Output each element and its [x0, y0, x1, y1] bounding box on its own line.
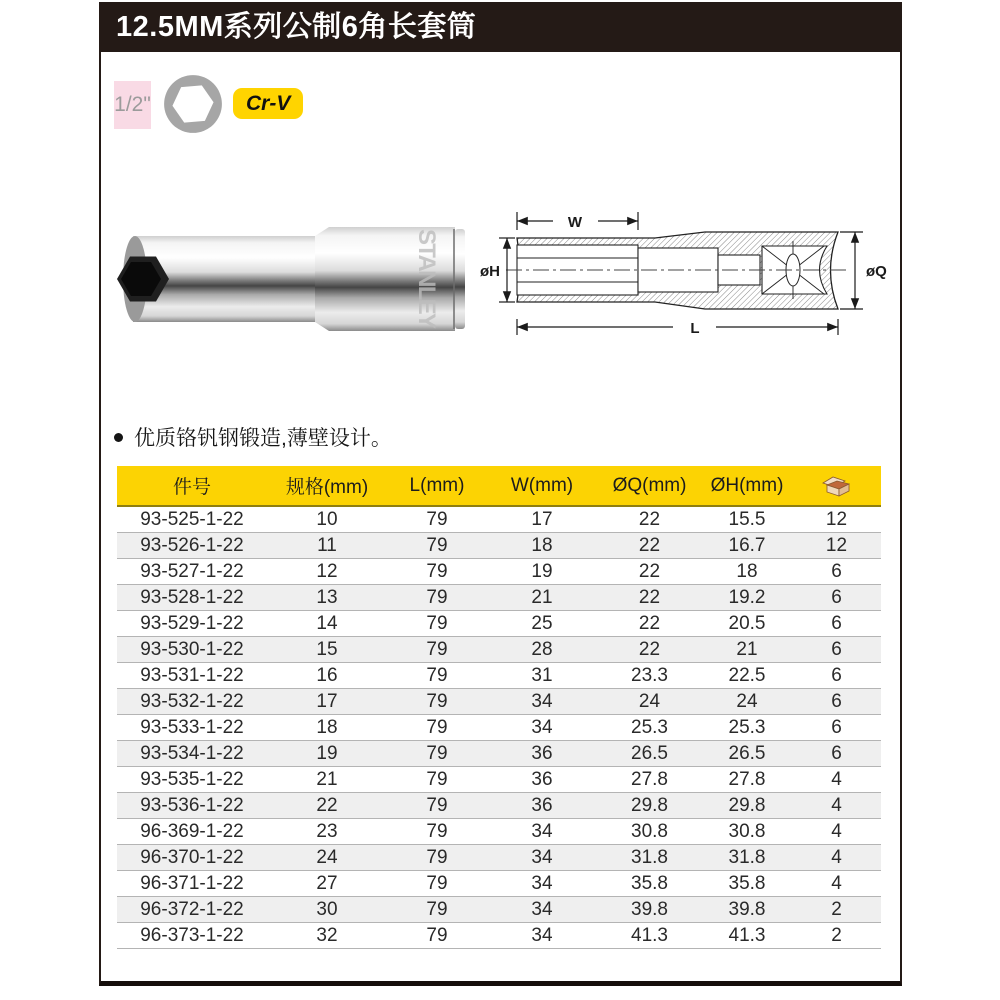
- hex-socket-icon: [161, 72, 225, 136]
- table-cell: 25.3: [597, 715, 702, 741]
- package-box-icon: [822, 474, 852, 498]
- table-cell: 30.8: [702, 819, 792, 845]
- brand-engraving: STANLEY: [413, 229, 440, 329]
- spec-table: [117, 466, 881, 949]
- table-cell: 96-371-1-22: [117, 871, 267, 897]
- table-cell: 15: [267, 637, 387, 663]
- feature-bullet: [114, 422, 392, 452]
- table-cell: 22: [597, 637, 702, 663]
- table-cell: 10: [267, 506, 387, 533]
- table-cell: 79: [387, 559, 487, 585]
- table-cell: 79: [387, 845, 487, 871]
- table-cell: 21: [267, 767, 387, 793]
- table-cell: 22: [597, 559, 702, 585]
- table-cell: 6: [792, 611, 881, 637]
- table-cell: 17: [487, 506, 597, 533]
- table-cell: 29.8: [597, 793, 702, 819]
- table-row: [117, 611, 881, 637]
- table-cell: 79: [387, 767, 487, 793]
- dim-label-w: W: [567, 214, 583, 231]
- dim-label-oh: øH: [480, 263, 500, 280]
- table-cell: 14: [267, 611, 387, 637]
- table-cell: 34: [487, 845, 597, 871]
- table-cell: 79: [387, 611, 487, 637]
- table-cell: 19: [267, 741, 387, 767]
- table-cell: 27.8: [702, 767, 792, 793]
- table-cell: 18: [487, 533, 597, 559]
- table-cell: 6: [792, 585, 881, 611]
- table-cell: 26.5: [597, 741, 702, 767]
- table-cell: 34: [487, 715, 597, 741]
- spec-table-header: [117, 466, 881, 506]
- table-row: [117, 585, 881, 611]
- table-cell: 13: [267, 585, 387, 611]
- table-cell: 96-372-1-22: [117, 897, 267, 923]
- table-row: [117, 533, 881, 559]
- table-cell: 34: [487, 689, 597, 715]
- table-cell: 6: [792, 689, 881, 715]
- table-cell: 31.8: [597, 845, 702, 871]
- table-cell: 31.8: [702, 845, 792, 871]
- table-cell: 19: [487, 559, 597, 585]
- table-cell: 6: [792, 637, 881, 663]
- dimension-diagram: [478, 194, 898, 346]
- section-title-bar: [99, 2, 902, 52]
- table-cell: 93-534-1-22: [117, 741, 267, 767]
- table-row: [117, 663, 881, 689]
- table-cell: 4: [792, 767, 881, 793]
- crv-badge: [233, 88, 303, 119]
- table-cell: 24: [597, 689, 702, 715]
- table-cell: 27: [267, 871, 387, 897]
- table-cell: 93-536-1-22: [117, 793, 267, 819]
- table-cell: 18: [267, 715, 387, 741]
- drive-size-label: 1/2": [114, 93, 151, 116]
- table-cell: 29.8: [702, 793, 792, 819]
- table-cell: 16.7: [702, 533, 792, 559]
- table-cell: 17: [267, 689, 387, 715]
- table-row: [117, 637, 881, 663]
- table-cell: 93-533-1-22: [117, 715, 267, 741]
- table-cell: 30: [267, 897, 387, 923]
- table-cell: 96-373-1-22: [117, 923, 267, 949]
- table-cell: 4: [792, 819, 881, 845]
- col-w: W(mm): [487, 466, 597, 506]
- table-cell: 79: [387, 715, 487, 741]
- col-size: 规格(mm): [267, 466, 387, 506]
- table-row: [117, 689, 881, 715]
- table-cell: 18: [702, 559, 792, 585]
- table-cell: 39.8: [702, 897, 792, 923]
- table-cell: 2: [792, 897, 881, 923]
- table-cell: 79: [387, 793, 487, 819]
- table-cell: 21: [702, 637, 792, 663]
- table-cell: 22: [597, 585, 702, 611]
- table-cell: 93-531-1-22: [117, 663, 267, 689]
- table-cell: 12: [267, 559, 387, 585]
- table-row: [117, 767, 881, 793]
- table-cell: 27.8: [597, 767, 702, 793]
- table-cell: 35.8: [597, 871, 702, 897]
- table-cell: 79: [387, 637, 487, 663]
- table-row: [117, 845, 881, 871]
- table-cell: 6: [792, 741, 881, 767]
- table-cell: 23.3: [597, 663, 702, 689]
- table-cell: 22: [597, 611, 702, 637]
- table-cell: 36: [487, 741, 597, 767]
- table-cell: 24: [267, 845, 387, 871]
- table-cell: 93-526-1-22: [117, 533, 267, 559]
- table-row: [117, 819, 881, 845]
- table-cell: 36: [487, 767, 597, 793]
- table-cell: 93-535-1-22: [117, 767, 267, 793]
- table-cell: 15.5: [702, 506, 792, 533]
- table-cell: 79: [387, 689, 487, 715]
- table-row: [117, 506, 881, 533]
- table-cell: 79: [387, 819, 487, 845]
- table-cell: 20.5: [702, 611, 792, 637]
- table-cell: 34: [487, 897, 597, 923]
- table-cell: 41.3: [597, 923, 702, 949]
- table-cell: 25.3: [702, 715, 792, 741]
- table-cell: 93-529-1-22: [117, 611, 267, 637]
- table-cell: 12: [792, 506, 881, 533]
- table-row: [117, 871, 881, 897]
- bullet-dot-icon: [114, 433, 123, 442]
- table-cell: 25: [487, 611, 597, 637]
- table-cell: 79: [387, 923, 487, 949]
- table-cell: 16: [267, 663, 387, 689]
- catalog-page: [99, 2, 902, 986]
- table-cell: 79: [387, 533, 487, 559]
- table-cell: 32: [267, 923, 387, 949]
- table-cell: 79: [387, 871, 487, 897]
- product-photo: [117, 210, 469, 350]
- table-cell: 21: [487, 585, 597, 611]
- table-row: [117, 897, 881, 923]
- table-cell: 34: [487, 819, 597, 845]
- table-cell: 96-370-1-22: [117, 845, 267, 871]
- table-cell: 22: [597, 533, 702, 559]
- table-cell: 26.5: [702, 741, 792, 767]
- table-row: [117, 715, 881, 741]
- table-cell: 34: [487, 923, 597, 949]
- table-cell: 22: [267, 793, 387, 819]
- table-cell: 93-527-1-22: [117, 559, 267, 585]
- feature-text: 优质铬钒钢锻造,薄壁设计。: [134, 427, 392, 450]
- table-cell: 19.2: [702, 585, 792, 611]
- col-length: L(mm): [387, 466, 487, 506]
- col-part-number: 件号: [117, 466, 267, 506]
- table-cell: 12: [792, 533, 881, 559]
- crv-label: Cr-V: [246, 91, 291, 115]
- table-cell: 11: [267, 533, 387, 559]
- table-cell: 93-530-1-22: [117, 637, 267, 663]
- table-cell: 2: [792, 923, 881, 949]
- table-row: [117, 741, 881, 767]
- table-cell: 6: [792, 715, 881, 741]
- table-cell: 93-525-1-22: [117, 506, 267, 533]
- table-cell: 22.5: [702, 663, 792, 689]
- table-cell: 93-532-1-22: [117, 689, 267, 715]
- table-cell: 30.8: [597, 819, 702, 845]
- drive-size-badge: [114, 81, 151, 129]
- spec-table-body: [117, 506, 881, 949]
- table-cell: 4: [792, 871, 881, 897]
- table-cell: 4: [792, 845, 881, 871]
- table-cell: 79: [387, 897, 487, 923]
- dim-label-oq: øQ: [866, 263, 887, 280]
- table-cell: 23: [267, 819, 387, 845]
- table-row: [117, 559, 881, 585]
- table-cell: 4: [792, 793, 881, 819]
- table-cell: 36: [487, 793, 597, 819]
- table-cell: 6: [792, 559, 881, 585]
- col-oq: ØQ(mm): [597, 466, 702, 506]
- table-cell: 31: [487, 663, 597, 689]
- table-row: [117, 793, 881, 819]
- col-oh: ØH(mm): [702, 466, 792, 506]
- table-cell: 24: [702, 689, 792, 715]
- table-cell: 93-528-1-22: [117, 585, 267, 611]
- table-cell: 79: [387, 585, 487, 611]
- table-cell: 6: [792, 663, 881, 689]
- table-cell: 41.3: [702, 923, 792, 949]
- table-cell: 28: [487, 637, 597, 663]
- table-cell: 96-369-1-22: [117, 819, 267, 845]
- table-row: [117, 923, 881, 949]
- table-cell: 79: [387, 663, 487, 689]
- table-cell: 39.8: [597, 897, 702, 923]
- table-cell: 34: [487, 871, 597, 897]
- table-cell: 79: [387, 506, 487, 533]
- col-pack-qty: [792, 466, 881, 506]
- page-title: 12.5MM系列公制6角长套筒: [116, 11, 477, 43]
- table-cell: 79: [387, 741, 487, 767]
- table-cell: 22: [597, 506, 702, 533]
- table-cell: 35.8: [702, 871, 792, 897]
- dim-label-l: L: [690, 320, 700, 337]
